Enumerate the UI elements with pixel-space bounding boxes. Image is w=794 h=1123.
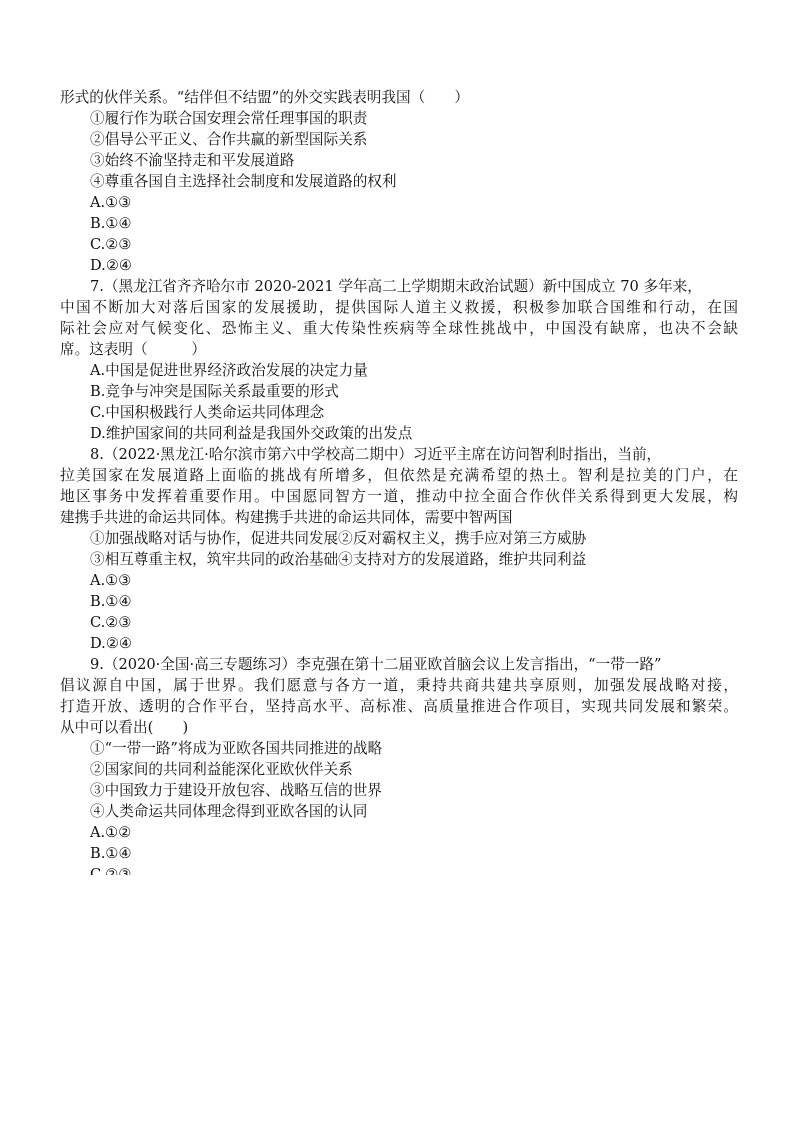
q6-statement-4: ④尊重各国自主选择社会制度和发展道路的权利 [90, 173, 397, 190]
q7-stem-line-3: 际社会应对气候变化、恐怖主义、重大传染性疾病等全球性挑战中，中国没有缺席，也决不会缺 [60, 320, 738, 337]
q8-stem-line-4: 建携手共进的命运共同体。构建携手共进的命运共同体，需要中智两国 [60, 509, 513, 526]
q7-stem-line-4: 席。这表明（ ） [60, 341, 206, 358]
q8-statement-line-2: ③相互尊重主权，筑牢共同的政治基础④支持对方的发展道路，维护共同利益 [90, 551, 587, 568]
q6-option-b: B.①④ [90, 215, 132, 232]
q6-statement-2: ②倡导公平正义、合作共赢的新型国际关系 [90, 131, 368, 148]
q7-option-d: D.维护国家间的共同利益是我国外交政策的出发点 [90, 425, 413, 442]
blank-area [60, 875, 734, 1055]
q9-statement-1: ①“一带一路”将成为亚欧各国共同推进的战略 [90, 740, 383, 757]
q9-option-b: B.①④ [90, 845, 132, 862]
q8-option-c: C.②③ [90, 614, 132, 631]
q7-option-b: B.竞争与冲突是国际关系最重要的形式 [90, 383, 339, 400]
q9-stem-line-4: 从中可以看出( ) [60, 719, 189, 736]
q8-option-a: A.①③ [90, 572, 132, 589]
q8-option-b: B.①④ [90, 593, 132, 610]
q8-stem-line-2: 拉美国家在发展道路上面临的挑战有所增多，但依然是充满希望的热土。智利是拉美的门户，在 [60, 467, 738, 484]
q8-stem-line-1: 8.（2022·黑龙江·哈尔滨市第六中学校高二期中）习近平主席在访问智利时指出，当前， [90, 446, 662, 463]
q9-option-a: A.①② [90, 824, 132, 841]
q8-stem-line-3: 地区事务中发挥着重要作用。中国愿同智方一道，推动中拉全面合作伙伴关系得到更大发展，构 [60, 488, 738, 505]
q7-option-a: A.中国是促进世界经济政治发展的决定力量 [90, 362, 368, 379]
q9-stem-line-1: 9.（2020·全国·高三专题练习）李克强在第十二届亚欧首脑会议上发言指出，“一带一路” [90, 656, 662, 673]
q7-stem-line-2: 中国不断加大对落后国家的发展援助，提供国际人道主义救援，积极参加联合国维和行动，在国 [60, 299, 738, 316]
q6-option-a: A.①③ [90, 194, 132, 211]
q8-statement-line-1: ①加强战略对话与协作，促进共同发展②反对霸权主义，携手应对第三方威胁 [90, 530, 587, 547]
q7-stem-line-1: 7.（黑龙江省齐齐哈尔市 2020-2021 学年高二上学期期末政治试题）新中国成立 70 多年来， [90, 278, 702, 295]
q8-option-d: D.②④ [90, 635, 132, 652]
q9-statement-2: ②国家间的共同利益能深化亚欧伙伴关系 [90, 761, 353, 778]
q6-statement-3: ③始终不渝坚持走和平发展道路 [90, 152, 295, 169]
q9-stem-line-3: 打造开放、透明的合作平台，坚持高水平、高标准、高质量推进合作项目，实现共同发展和繁荣。 [60, 698, 738, 715]
q6-option-c: C.②③ [90, 236, 132, 253]
q6-option-d: D.②④ [90, 257, 132, 274]
q9-statement-3: ③中国致力于建设开放包容、战略互信的世界 [90, 782, 382, 799]
q9-statement-4: ④人类命运共同体理念得到亚欧各国的认同 [90, 803, 368, 820]
q9-stem-line-2: 倡议源自中国，属于世界。我们愿意与各方一道，秉持共商共建共享原则，加强发展战略对接， [60, 677, 738, 694]
q6-stem: 形式的伙伴关系。“结伴但不结盟”的外交实践表明我国（ ） [60, 89, 469, 106]
q6-statement-1: ①履行作为联合国安理会常任理事国的职责 [90, 110, 368, 127]
q7-option-c: C.中国积极践行人类命运共同体理念 [90, 404, 325, 421]
